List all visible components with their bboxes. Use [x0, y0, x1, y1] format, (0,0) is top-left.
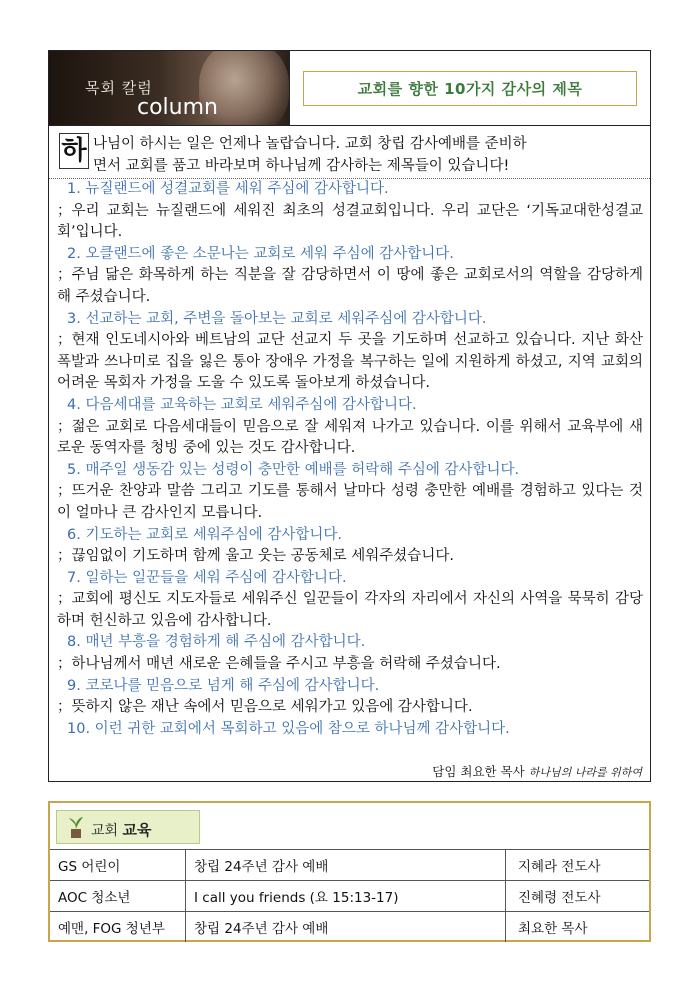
leader-cell: 지혜라 전도사 — [506, 850, 650, 881]
item-body: ；주님 닮은 화목하게 하는 직분을 잘 감당하면서 이 땅에 좋은 교회로서의 역할을 감당하게 해 주셨습니다. — [57, 267, 643, 305]
item-body: ；젊은 교회로 다음세대들이 믿음으로 잘 세워져 나가고 있습니다. 이를 위해서 교육부에 새로운 동역자를 청빙 중에 있는 것도 감사합니다. — [57, 418, 643, 457]
item-body: ；뜻하지 않은 재난 속에서 믿음으로 세워가고 있음에 감사합니다. — [57, 699, 473, 716]
item-body: ；교회에 평신도 지도자들로 세워주신 일꾼들이 각자의 자리에서 자신의 사역을 묵묵히 감당하며 헌신하고 있음에 감사합니다. — [57, 591, 643, 629]
topic-cell: I call you friends (요 15:13-17) — [186, 881, 506, 912]
item-heading: 1. 뉴질랜드에 성결교회를 세워 주심에 감사합니다. — [67, 181, 389, 197]
signature-role: 담임 최요한 목사 — [432, 764, 525, 779]
item-heading: 3. 선교하는 교회, 주변을 돌아보는 교회로 세워주심에 감사합니다. — [67, 310, 487, 327]
intro-line-1: 나님이 하시는 일은 언제나 놀랍습니다. 교회 창립 감사예배를 준비하 — [93, 136, 527, 152]
item-body: ；현재 인도네시아와 베트남의 교단 선교지 두 곳을 기도하며 선교하고 있습니다. 지난 화산폭발과 쓰나미로 집을 잃은 통아 장애우 가정을 복구하는 일에 지원하게 하셨고, 지역 교회의 어려운 목회자 가정을 도울 수 있도록 돌아보게 하셨습니다. — [57, 332, 643, 392]
leader-cell: 최요한 목사 — [506, 912, 650, 943]
drop-cap: 하 — [59, 133, 89, 169]
education-badge — [56, 810, 200, 844]
item-heading: 7. 일하는 일꾼들을 세워 주심에 감사합니다. — [67, 569, 347, 586]
table-row — [50, 850, 649, 881]
badge-label — [91, 819, 152, 840]
column-title: 교회를 향한 10가지 감사의 제목 — [303, 71, 637, 106]
intro-line-2: 면서 교회를 품고 바라보며 하나님께 감사하는 제목들이 있습니다! — [93, 158, 510, 174]
dept-cell: AOC 청소년 — [50, 881, 186, 912]
topic-cell: 창립 24주년 감사 예배 — [186, 912, 506, 943]
education-table — [50, 849, 649, 942]
column-title-area — [290, 51, 650, 125]
column-header — [49, 51, 650, 126]
column-box — [48, 50, 651, 782]
table-row — [50, 881, 649, 912]
dept-cell: 예맨, FOG 청년부 — [50, 912, 186, 943]
praying-hands-image — [49, 51, 289, 125]
signature-script: 하나님의 나라를 위하여 — [528, 766, 642, 779]
thanks-list — [57, 179, 643, 740]
item-heading: 6. 기도하는 교회로 세워주심에 감사합니다. — [67, 526, 342, 543]
header-label-en: column — [137, 95, 218, 120]
header-label-kr: 목회 칼럼 — [85, 79, 153, 97]
item-heading: 10. 이런 귀한 교회에서 목회하고 있음에 참으로 하나님께 감사합니다. — [67, 720, 510, 737]
item-heading: 8. 매년 부흥을 경험하게 해 주심에 감사합니다. — [67, 634, 366, 651]
item-body: ；하나님께서 매년 새로운 은혜들을 주시고 부흥을 허락해 주셨습니다. — [57, 656, 501, 673]
education-box — [48, 801, 651, 942]
item-heading: 9. 코로나를 믿음으로 넘게 해 주심에 감사합니다. — [67, 677, 380, 694]
plant-icon — [67, 815, 85, 839]
dept-cell: GS 어린이 — [50, 850, 186, 881]
item-heading: 5. 매주일 생동감 있는 성령이 충만한 예배를 허락해 주심에 감사합니다. — [67, 461, 520, 478]
item-body: ；뜨거운 찬양과 말씀 그리고 기도를 통해서 날마다 성령 충만한 예배를 경험하고 있다는 것이 얼마나 큰 감사인지 모릅니다. — [57, 483, 643, 521]
education-header — [50, 803, 649, 849]
badge-prefix: 교회 — [91, 823, 119, 839]
item-body: ；끊임없이 기도하며 함께 울고 웃는 공동체로 세워주셨습니다. — [57, 548, 454, 565]
item-body: ；우리 교회는 뉴질랜드에 세워진 최초의 성결교회입니다. 우리 교단은 ‘기독교대한성결교회’입니다. — [57, 202, 643, 241]
leader-cell: 진혜령 전도사 — [506, 881, 650, 912]
item-heading: 2. 오클랜드에 좋은 소문나는 교회로 세워 주심에 감사합니다. — [67, 245, 454, 262]
topic-cell: 창립 24주년 감사 예배 — [186, 850, 506, 881]
intro-paragraph — [49, 126, 650, 179]
table-row — [50, 912, 649, 943]
signature — [432, 762, 642, 780]
badge-main: 교육 — [122, 821, 152, 839]
item-heading: 4. 다음세대를 교육하는 교회로 세워주심에 감사합니다. — [67, 396, 417, 413]
